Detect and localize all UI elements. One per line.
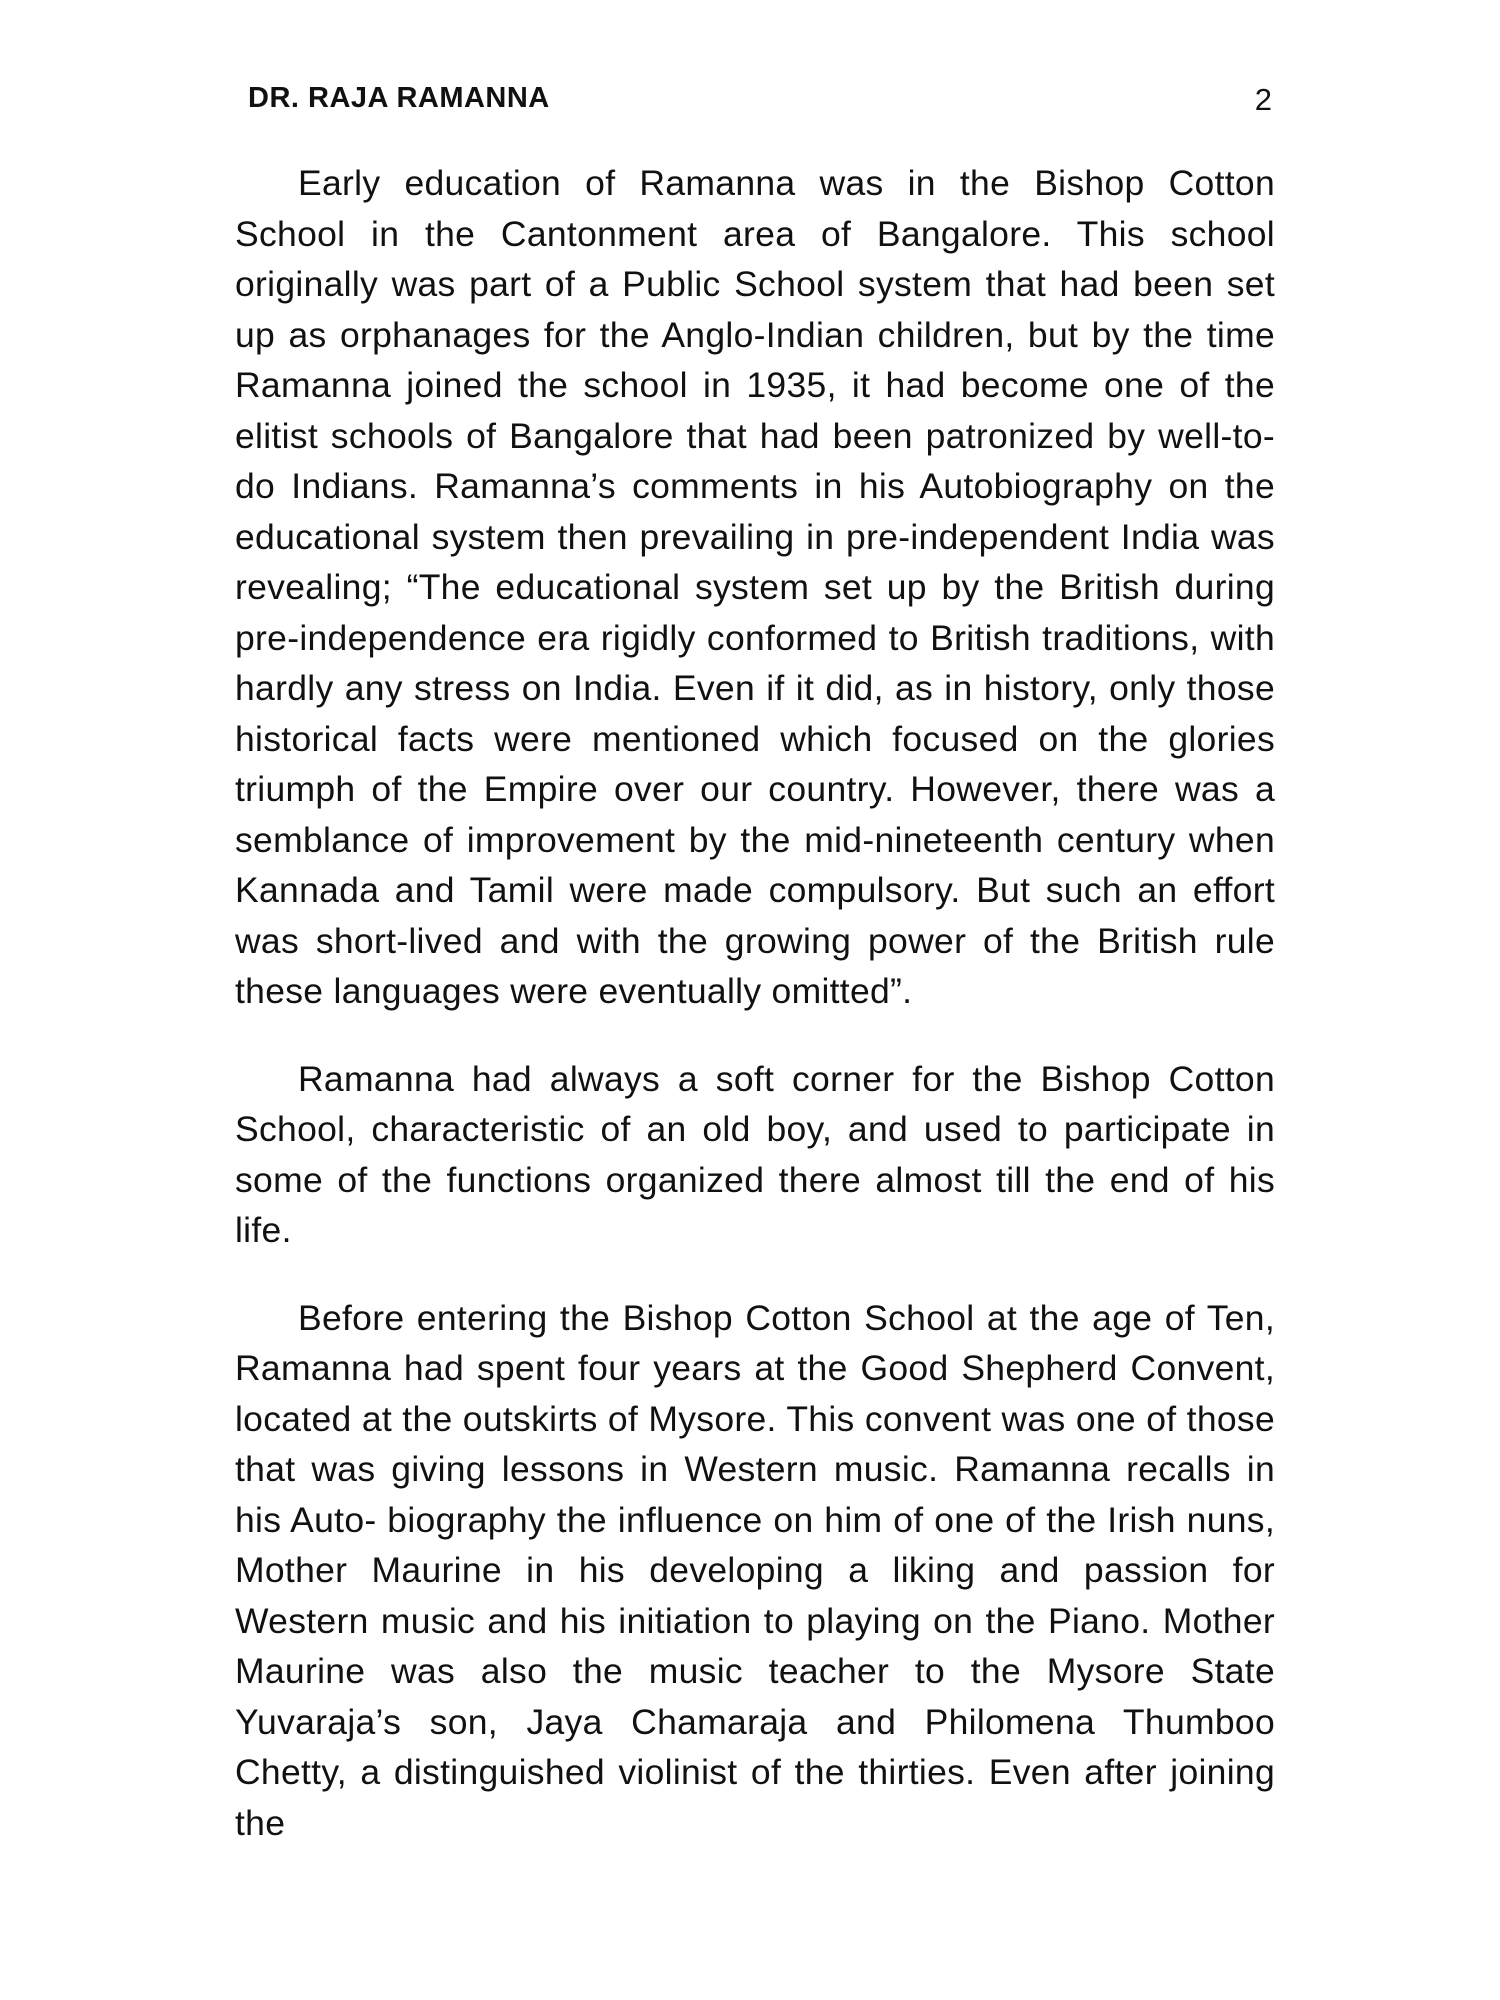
- running-title: DR. RAJA RAMANNA: [248, 82, 550, 114]
- paragraph-soft-corner: Ramanna had always a soft corner for the Bishop Cotton School, characteristic of an old boy, and used to participate in some of the functions organized there almost till the end of his life.: [235, 1058, 1275, 1250]
- paragraph-early-education: Early education of Ramanna was in the Bishop Cotton School in the Cantonment area of Bangalore. This school originally was part of a Public School system that had been set up as orphanages for the Anglo-Indian children, but by the time Ramanna joined the school in 1935, it had become one of the elitist schools of Bangalore that had been patronized by well-to-do Indians. Ramanna’s comments in his Autobiography on the educational system then prevailing in pre-independent India was revealing; “The educational system set up by the British during pre-independence era rigidly conformed to British traditions, with hardly any stress on India. Even if it did, as in history, only those historical facts were mentioned which focused on the glories triumph of the Empire over our country. However, there was a semblance of improvement by the mid-nineteenth century when Kannada and Tamil were made compulsory. But such an effort was short-lived and with the growing power of the British rule these languages were eventually omitted”.: [235, 163, 1275, 1011]
- paragraph-good-shepherd-convent: Before entering the Bishop Cotton School at the age of Ten, Ramanna had spent four years at the Good Shepherd Convent, located at the outskirts of Mysore. This convent was one of those that was giving lessons in Western music. Ramanna recalls in his Auto- biography the influence on him of one of the Irish nuns, Mother Maurine in his developing a liking and passion for Western music and his initiation to playing on the Piano. Mother Maurine was also the music teacher to the Mysore State Yuvaraja’s son, Jaya Chamaraja and Philomena Thumboo Chetty, a distinguished violinist of the thirties. Even after joining the: [235, 1297, 1275, 1843]
- body-text: [235, 158, 1275, 1885]
- page-number: 2: [1254, 82, 1272, 117]
